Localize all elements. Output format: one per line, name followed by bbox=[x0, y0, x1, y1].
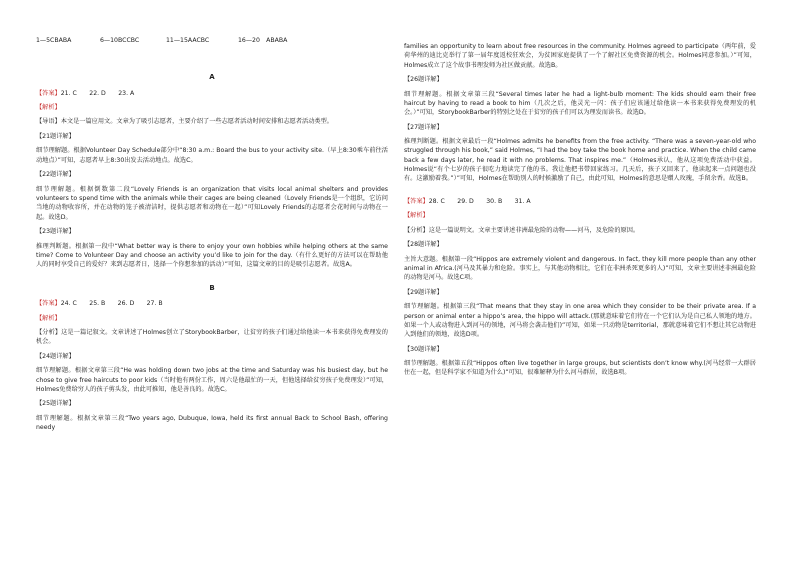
q29-body: 细节理解题。根据第三段“That means that they stay in one area which they consider to be their private area. If a person or animal enter a hippo’s area, the hippo will attack.(那就意味着它们待在一个它们认为是自己私人领地的地方。如果一个人或动物进入到河马的领地，河马将会袭击他们)”可知，如果一只动物是territorial，那就意味着它们不想让其它动物进入到他们的领地，故选D项。 bbox=[404, 303, 756, 339]
c-intro: 【分析】这是一篇说明文。文章主要讲述非洲最危险的动物——河马，及危险的原因。 bbox=[404, 226, 640, 234]
b-answers: 【答案】24. C 25. B 26. D 27. B bbox=[36, 300, 163, 308]
b-intro: 【分析】这是一篇记叙文。文章讲述了Holmes创立了StorybookBarber，让贫穷的孩子们通过给他读一本书来获得免费理发的机会。 bbox=[36, 329, 388, 346]
q24-body: 细节理解题。根据文章第三段“He was holding down two jobs at the time and Saturday was his busiest day, but he chose to give free haircuts to poor kids（当时他有两份工作，周六是他最忙的一天，但他选择给贫穷孩子免费理发）”可知，Holmes免费给穷人的孩子剪头发，由此可推知，他是善良的。故选C。 bbox=[36, 367, 388, 393]
q22-body: 细节理解题。根据倒数第二段“Lovely Friends is an organization that visits local animal shelters and provides volunteers to spend time with the animals while their cages are being cleaned（Lovely Friends是一个组织，它访问当地的动物收容所，并在动物的笼子被清洁时，提供志愿者和动物在一起）”可知Lovely Friends的志愿者会花时间与动物在一起。故选D。 bbox=[36, 185, 388, 221]
section-b-heading: B bbox=[209, 283, 215, 292]
answer-group-3: 11—15AACBC bbox=[166, 37, 210, 44]
q27-body: 推理判断题。根据文章最后一段“Holmes admits he benefits from the free activity. “There was a seven-year-old who struggled through his book,” said Holmes, “I had the boy take the book home and practice. When the child came back a few days later, he read it with no problems. That inspires me.”（Holmes承认，他从这项免费活动中获益。Holmes说“有个七岁的孩子很吃力地读完了他的书。我让他把书带回家练习。几天后，孩子又回来了，他读起来一点问题也没有。这激励着我。”）”可知，Holmes在帮助别人的时候激励了自己，由此可知，Holmes的意思是赠人玫瑰，手留余香。故选B。 bbox=[404, 138, 756, 183]
q26-heading: 【26题详解】 bbox=[404, 76, 443, 84]
q28-heading: 【28题详解】 bbox=[404, 241, 443, 249]
q25-body-continued: families an opportunity to learn about free resources in the community. Holmes agreed to participate（两年前，爱荷华州的迪比克举行了第一届年度返校狂欢会，为贫困家庭提供了一个了解社区免费资源的机会。Holmes同意参加。）”可知，Holmes成立了这个故事书理发师为社区做贡献。故选B。 bbox=[404, 43, 756, 69]
q24-heading: 【24题详解】 bbox=[36, 352, 75, 360]
q22-heading: 【22题详解】 bbox=[36, 171, 75, 179]
q30-body: 细节理解题。根据第五段“Hippos often live together in large groups, but scientists don’t know why.(河马经常一大群居住在一起，但是科学家不知道为什么)”可知，很难解释为什么河马群居，故选B项。 bbox=[404, 360, 756, 377]
a-intro: 【导语】本文是一篇应用文。文章为了吸引志愿者，主要介绍了一些志愿者活动时间安排和志愿者活动类型。 bbox=[36, 118, 333, 126]
a-jiexi-label: 【解析】 bbox=[36, 103, 61, 111]
q25-heading: 【25题详解】 bbox=[36, 400, 75, 408]
q26-body: 细节理解题。根据文章第三段“Several times later he had a light-bulb moment: The kids should earn their free haircut by having to read a book to him（几次之后，他灵光一闪：孩子们应该通过给他读一本书来获得免费理发的机会。）”可知，StorybookBarber的特别之处在于贫穷的孩子们可以为理发而读书。故选D。 bbox=[404, 90, 756, 117]
answer-group-2: 6—10BCCBC bbox=[100, 37, 140, 44]
section-a-heading: A bbox=[209, 73, 215, 81]
c-jiexi-label: 【解析】 bbox=[404, 212, 429, 220]
q30-heading: 【30题详解】 bbox=[404, 345, 443, 353]
answer-group-1: 1—5CBABA bbox=[36, 37, 72, 44]
b-jiexi-label: 【解析】 bbox=[36, 314, 61, 322]
q21-body: 细节理解题。根据Volunteer Day Schedule部分中“8:30 a.m.: Board the bus to your activity site.（早上8:30乘车前往活动地点）”可知，志愿者早上8:30出发去活动地点。故选C。 bbox=[36, 147, 388, 164]
q23-heading: 【23题详解】 bbox=[36, 228, 75, 236]
q21-heading: 【21题详解】 bbox=[36, 132, 75, 140]
q23-body: 推理判断题。根据第一段中“What better way is there to enjoy your own hobbies while helping others at the same time? Come to Volunteer Day and choose an activity you’d like to join for the day.（有什么更好的方法可以在帮助他人的同时享受自己的爱好？来到志愿者日，选择一个你想参加的活动）”可知，这篇文章的目的是吸引志愿者。故选A。 bbox=[36, 242, 388, 269]
q25-body: 细节理解题。根据文章第三段“Two years ago, Dubuque, Iowa, held its first annual Back to School Bash, offering needy bbox=[36, 414, 388, 432]
c-answers: 【答案】28. C 29. D 30. B 31. A bbox=[404, 197, 531, 205]
q28-body: 主旨大意题。根据第一段“Hippos are extremely violent and dangerous. In fact, they kill more people than any other animal in Africa.(河马及其暴力和危险。事实上，与其他动物相比，它们在非洲杀死更多的人)”可知，文章主要讲述非洲最危险的动物是河马。故选C项。 bbox=[404, 255, 756, 282]
right-column bbox=[404, 42, 756, 383]
answer-group-4: 16—20 ABABA bbox=[238, 37, 288, 44]
q29-heading: 【29题详解】 bbox=[404, 288, 443, 296]
left-column bbox=[36, 38, 388, 438]
q27-heading: 【27题详解】 bbox=[404, 123, 443, 131]
a-answers: 【答案】21. C 22. D 23. A bbox=[36, 89, 135, 97]
